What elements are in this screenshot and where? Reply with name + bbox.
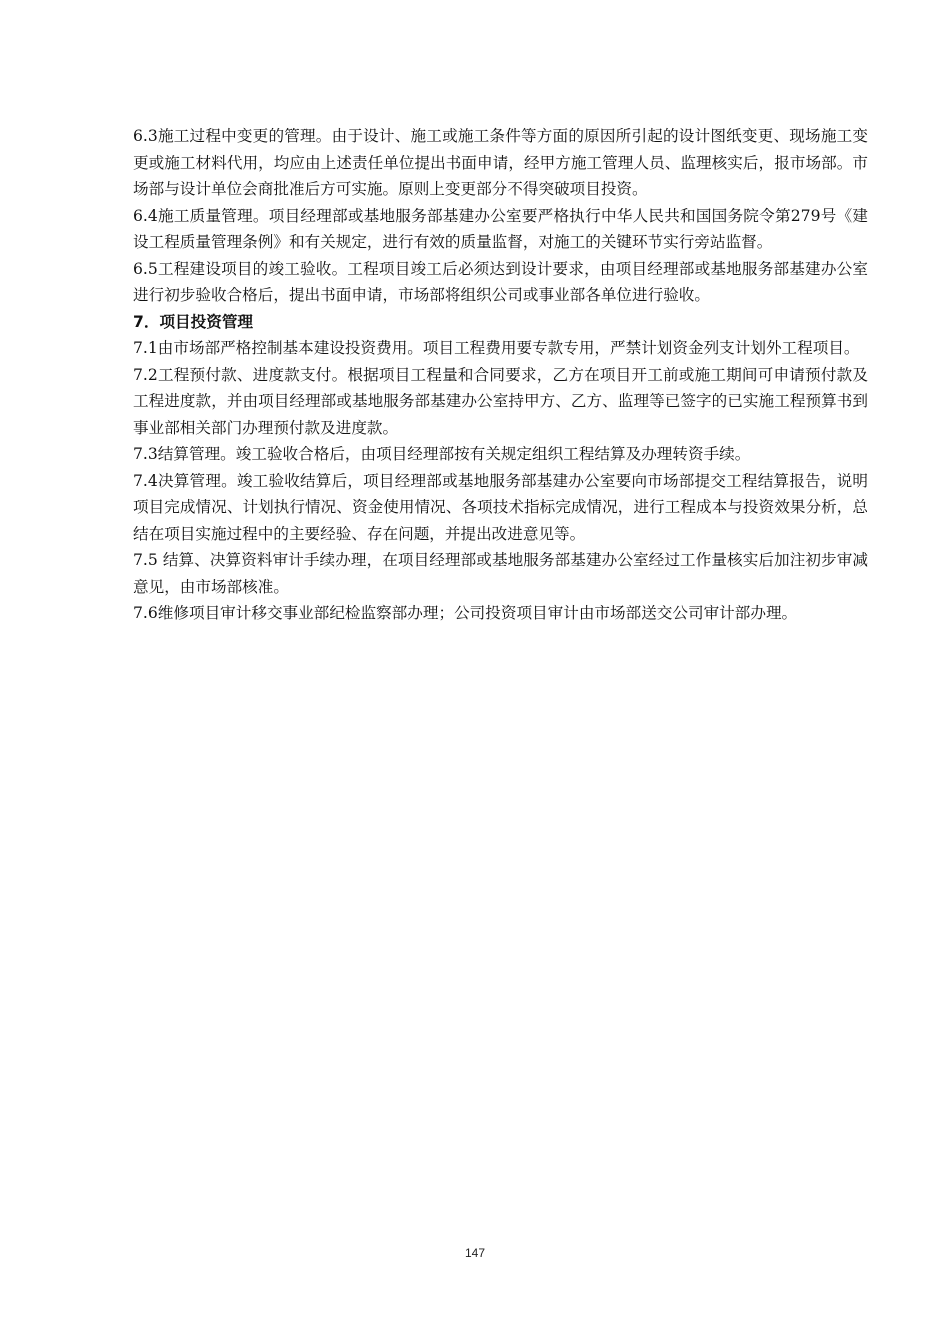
document-body bbox=[133, 123, 868, 627]
paragraph-6-3: 6.3施工过程中变更的管理。由于设计、施工或施工条件等方面的原因所引起的设计图纸变更、现场施工变更或施工材料代用，均应由上述责任单位提出书面申请，经甲方施工管理人员、监理核实后，报市场部。市场部与设计单位会商批准后方可实施。原则上变更部分不得突破项目投资。 bbox=[133, 127, 868, 198]
page-number: 147 bbox=[464, 1246, 486, 1260]
section-heading-7: 7．项目投资管理 bbox=[133, 312, 254, 331]
paragraph-7-1: 7.1由市场部严格控制基本建设投资费用。项目工程费用要专款专用，严禁计划资金列支计划外工程项目。 bbox=[133, 339, 860, 357]
paragraph-6-5: 6.5工程建设项目的竣工验收。工程项目竣工后必须达到设计要求，由项目经理部或基地服务部基建办公室进行初步验收合格后，提出书面申请，市场部将组织公司或事业部各单位进行验收。 bbox=[133, 259, 868, 304]
paragraph-7-2: 7.2工程预付款、进度款支付。根据项目工程量和合同要求，乙方在项目开工前或施工期间可申请预付款及工程进度款，并由项目经理部或基地服务部基建办公室持甲方、乙方、监理等已签字的已实施工程预算书到事业部相关部门办理预付款及进度款。 bbox=[133, 365, 868, 437]
paragraph-7-4: 7.4决算管理。竣工验收结算后，项目经理部或基地服务部基建办公室要向市场部提交工程结算报告，说明项目完成情况、计划执行情况、资金使用情况、各项技术指标完成情况，进行工程成本与投资效果分析，总结在项目实施过程中的主要经验、存在问题，并提出改进意见等。 bbox=[133, 471, 868, 543]
paragraph-7-6: 7.6维修项目审计移交事业部纪检监察部办理；公司投资项目审计由市场部送交公司审计部办理。 bbox=[133, 604, 798, 622]
paragraph-7-5: 7.5 结算、决算资料审计手续办理，在项目经理部或基地服务部基建办公室经过工作量核实后加注初步审减意见，由市场部核准。 bbox=[133, 551, 868, 596]
paragraph-6-4: 6.4施工质量管理。项目经理部或基地服务部基建办公室要严格执行中华人民共和国国务院令第279号《建设工程质量管理条例》和有关规定，进行有效的质量监督，对施工的关键环节实行旁站监督。 bbox=[133, 206, 868, 251]
paragraph-7-3: 7.3结算管理。竣工验收合格后，由项目经理部按有关规定组织工程结算及办理转资手续。 bbox=[133, 445, 751, 463]
